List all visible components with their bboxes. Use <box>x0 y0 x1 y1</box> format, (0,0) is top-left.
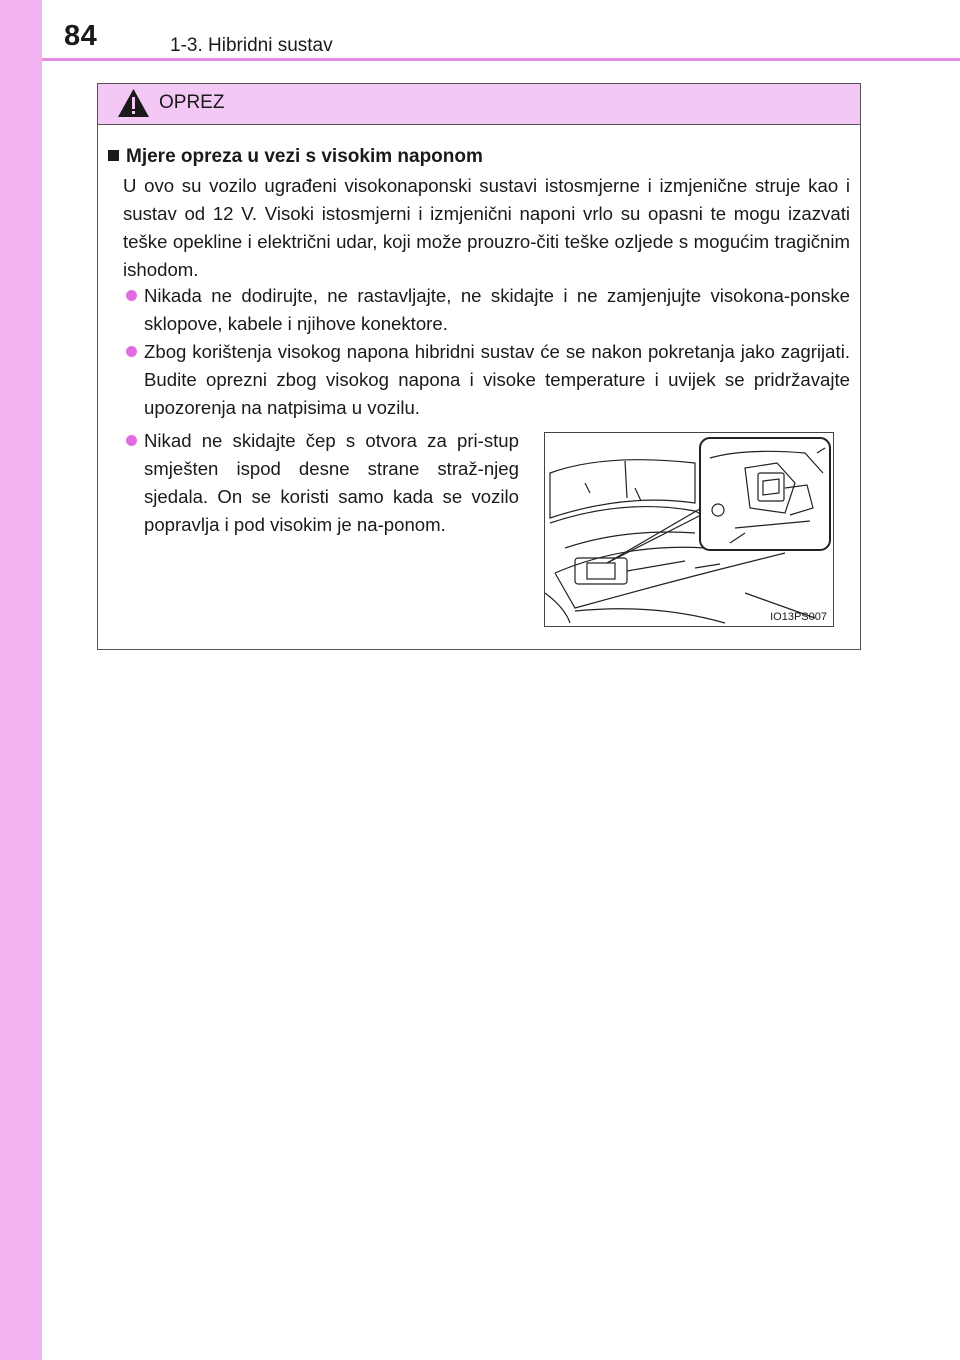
section-title: 1-3. Hibridni sustav <box>170 35 333 56</box>
warning-triangle-icon <box>117 88 150 118</box>
list-item <box>126 427 519 539</box>
intro-paragraph: U ovo su vozilo ugrađeni visokonaponski sustavi istosmjerne i izmjenične struje kao i sustav od 12 V. Visoki istosmjerni i izmjenični naponi vrlo su opasni te mogu izazvati teške opekline i električni udar, koji može prouzro-čiti teške ozljede s mogućim tragičnim ishodom. <box>123 175 850 280</box>
page-number: 84 <box>64 20 98 52</box>
bullet-dot-icon <box>126 346 137 357</box>
caution-header <box>98 84 860 125</box>
bullet-dot-icon <box>126 290 137 301</box>
side-color-bar <box>0 0 42 1360</box>
list-item <box>126 282 850 338</box>
list-item-text: Zbog korištenja visokog napona hibridni sustav će se nakon pokretanja jako zagrijati. Budite oprezni zbog visokog napona i visoke temperature i uvijek se pridržavajte upozorenja na natpisima u vozilu. <box>144 341 850 418</box>
caution-label: OPREZ <box>159 92 225 113</box>
service-plug-illustration <box>544 432 834 627</box>
caution-heading <box>108 146 483 168</box>
caution-box <box>97 83 861 650</box>
caution-heading-text: Mjere opreza u vezi s visokim naponom <box>126 146 483 167</box>
seat-drawing <box>545 433 833 626</box>
square-bullet-icon <box>108 150 119 161</box>
list-item-text: Nikada ne dodirujte, ne rastavljajte, ne skidajte i ne zamjenjujte visokona-ponske sklopove, kabele i njihove konektore. <box>144 285 850 334</box>
bullet-dot-icon <box>126 435 137 446</box>
image-code: IO13PS007 <box>770 611 827 623</box>
list-item <box>126 338 850 422</box>
header-rule <box>42 58 960 61</box>
list-item-text: Nikad ne skidajte čep s otvora za pri-stup smješten ispod desne strane straž-njeg sjedala. On se koristi samo kada se vozilo popravlja i pod visokim je na-ponom. <box>144 430 519 535</box>
